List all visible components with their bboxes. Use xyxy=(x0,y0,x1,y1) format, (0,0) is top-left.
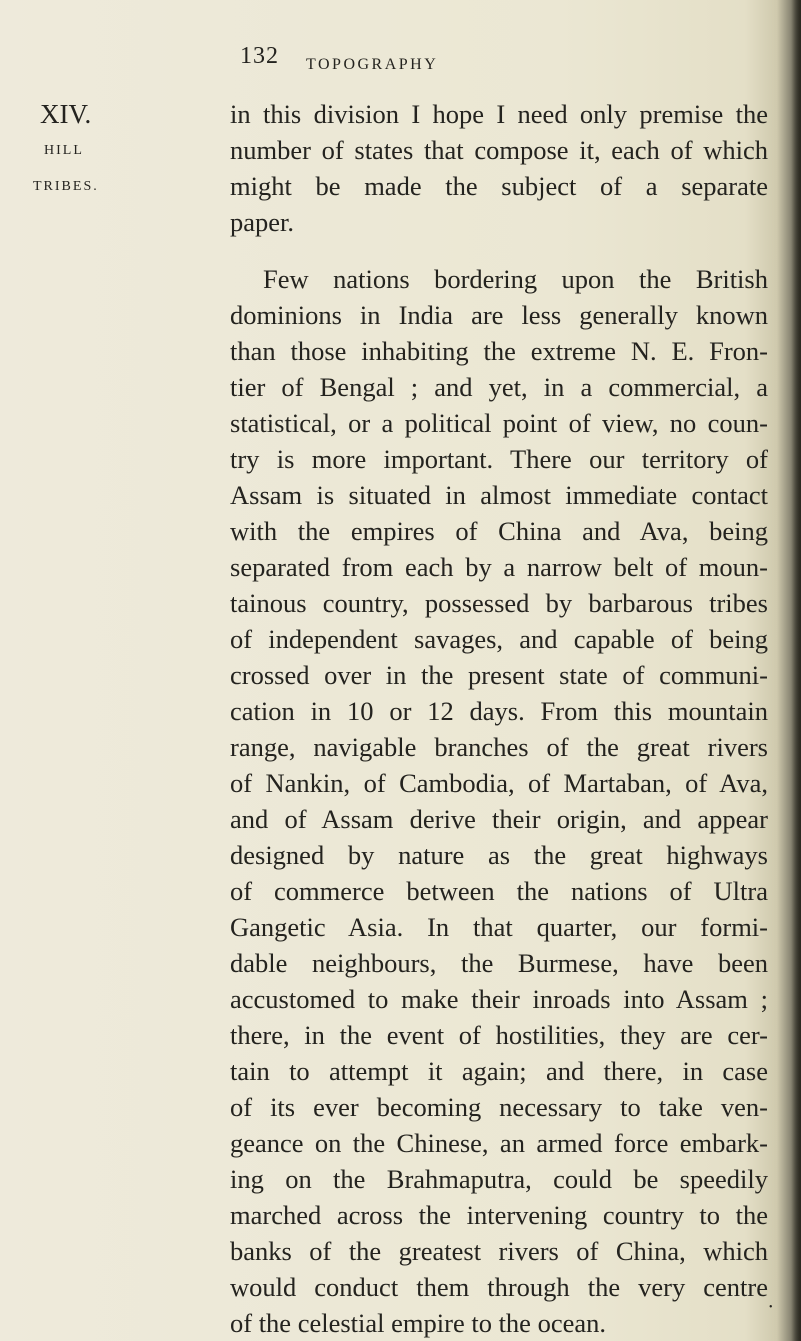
bullet-mark: • xyxy=(769,1302,773,1313)
text-line: number of states that compose it, each of which xyxy=(230,135,768,165)
margin-note-tribes: TRIBES. xyxy=(33,179,99,194)
text-line: of the celestial empire to the ocean. xyxy=(230,1308,606,1338)
text-line: designed by nature as the great highways xyxy=(230,840,768,870)
paragraph-1 xyxy=(230,96,768,240)
text-line: dable neighbours, the Burmese, have been xyxy=(230,948,768,978)
text-line: Assam is situated in almost immediate contact xyxy=(230,480,768,510)
text-line: separated from each by a narrow belt of moun- xyxy=(230,552,768,582)
margin-note-chapter: XIV. xyxy=(40,99,92,129)
text-line: of its ever becoming necessary to take ven- xyxy=(230,1092,768,1122)
text-line: paper. xyxy=(230,207,295,237)
text-line: accustomed to make their inroads into Assam ; xyxy=(230,984,768,1014)
text-line: with the empires of China and Ava, being xyxy=(230,516,768,546)
text-line: of commerce between the nations of Ultra xyxy=(230,876,768,906)
body-text xyxy=(230,96,768,1341)
text-line: cation in 10 or 12 days. From this mountain xyxy=(230,696,768,726)
page-number: 132 xyxy=(240,43,279,69)
text-line: might be made the subject of a separate xyxy=(230,171,768,201)
text-line: and of Assam derive their origin, and appear xyxy=(230,804,768,834)
text-line: of Nankin, of Cambodia, of Martaban, of Ava, xyxy=(230,768,768,798)
text-line: tainous country, possessed by barbarous tribes xyxy=(230,588,768,618)
text-line: try is more important. There our territory of xyxy=(230,444,768,474)
text-line: dominions in India are less generally known xyxy=(230,300,768,330)
text-line: ing on the Brahmaputra, could be speedily xyxy=(230,1164,768,1194)
margin-note-hill: HILL xyxy=(44,143,84,158)
text-line: in this division I hope I need only premise the xyxy=(230,99,768,129)
text-line: tier of Bengal ; and yet, in a commercial, a xyxy=(230,372,768,402)
text-line: statistical, or a political point of view, no coun- xyxy=(230,408,768,438)
text-line: range, navigable branches of the great rivers xyxy=(230,732,768,762)
text-line: tain to attempt it again; and there, in case xyxy=(230,1056,768,1086)
text-line: would conduct them through the very centre xyxy=(230,1272,768,1302)
text-line: than those inhabiting the extreme N. E. Fron- xyxy=(230,336,768,366)
page-edge-shadow xyxy=(791,0,801,1341)
text-line: of independent savages, and capable of being xyxy=(230,624,768,654)
text-line: marched across the intervening country to the xyxy=(230,1200,768,1230)
text-line: there, in the event of hostilities, they are cer- xyxy=(230,1020,768,1050)
text-line: banks of the greatest rivers of China, which xyxy=(230,1236,768,1266)
running-head: TOPOGRAPHY xyxy=(306,56,439,73)
paragraph-2 xyxy=(230,261,768,1341)
text-line: crossed over in the present state of communi- xyxy=(230,660,768,690)
text-line: Gangetic Asia. In that quarter, our formi- xyxy=(230,912,768,942)
text-line: geance on the Chinese, an armed force embark- xyxy=(230,1128,768,1158)
text-line: Few nations bordering upon the British xyxy=(263,264,768,294)
